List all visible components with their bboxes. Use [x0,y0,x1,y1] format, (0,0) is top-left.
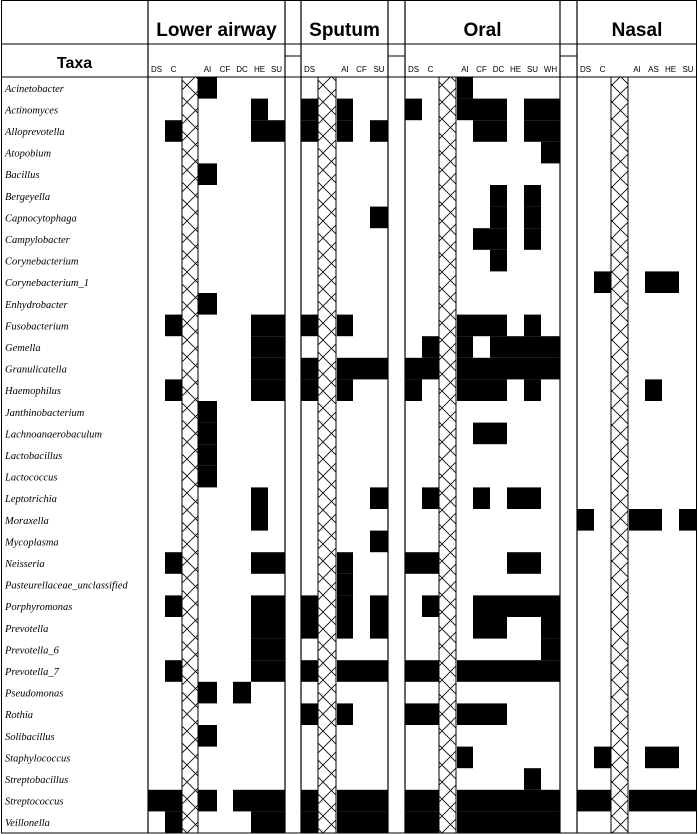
cell-sputum-pasteurellaceae-unclassified-col3 [337,574,353,596]
taxon-label-granulicatella: Granulicatella [5,364,67,376]
cell-lower-airway-streptococcus-col5 [233,790,251,812]
taxon-label-streptobacillus: Streptobacillus [5,775,69,786]
cell-lower-airway-lachnoanaerobaculum-col3 [198,423,217,445]
cell-lower-airway-alloprevotella-col1 [165,120,182,142]
taxon-label-porphyromonas: Porphyromonas [5,602,73,614]
cell-oral-porphyromonas-col6 [490,595,507,617]
cell-lower-airway-veillonella-col1 [165,811,182,833]
taxon-label-gemella: Gemella [5,343,41,354]
cell-sputum-prevotella-7-col4 [353,660,370,682]
cell-lower-airway-neisseria-col6 [251,552,268,574]
cell-oral-granulicatella-col6 [490,358,507,380]
column-label-lower-airway-c: C [170,65,177,74]
column-label-lower-airway-dc: DC [236,65,248,74]
cell-oral-haemophilus-col4 [457,379,473,401]
cell-lower-airway-streptococcus-col7 [268,790,285,812]
cell-oral-alloprevotella-col8 [524,120,541,142]
cell-oral-campylobacter-col8 [524,228,541,250]
cell-oral-bergeyella-col6 [490,185,507,207]
taxon-label-lactobacillus: Lactobacillus [5,451,63,462]
cell-sputum-haemophilus-col0 [301,379,318,401]
cell-sputum-haemophilus-col3 [337,379,353,401]
cell-nasal-staphylococcus-col5 [645,747,662,769]
cell-oral-neisseria-col0 [405,552,422,574]
cell-sputum-porphyromonas-col3 [337,595,353,617]
cell-lower-airway-haemophilus-col1 [165,379,182,401]
taxon-label-lactococcus: Lactococcus [5,472,58,484]
taxon-label-solibacillus: Solibacillus [5,731,55,743]
cell-oral-haemophilus-col8 [524,379,541,401]
cell-oral-alloprevotella-col9 [541,120,560,142]
cell-oral-veillonella-col8 [524,811,541,833]
cell-oral-prevotella-col5 [473,617,490,639]
cell-oral-granulicatella-col5 [473,358,490,380]
taxon-label-pseudomonas: Pseudomonas [5,688,64,700]
cell-sputum-alloprevotella-col5 [370,120,388,142]
cell-oral-granulicatella-col0 [405,358,422,380]
column-label-nasal-he: HE [664,65,677,74]
cell-oral-veillonella-col7 [507,811,524,833]
taxon-label-capnocytophaga: Capnocytophaga [5,213,77,225]
cell-oral-neisseria-col8 [524,552,541,574]
cell-sputum-prevotella-col3 [337,617,353,639]
cell-oral-prevotella-7-col1 [422,660,439,682]
cell-lower-airway-fusobacterium-col7 [268,315,285,337]
column-label-nasal-ds: DS [579,65,592,74]
cell-nasal-moraxella-col0 [577,509,594,531]
cell-oral-actinomyces-col9 [541,99,560,121]
column-label-oral-he: HE [509,65,522,74]
taxon-label-corynebacterium: Corynebacterium [5,256,79,268]
cell-oral-campylobacter-col6 [490,228,507,250]
taxon-label-staphylococcus: Staphylococcus [5,753,71,765]
cell-oral-rothia-col4 [457,703,473,725]
cell-lower-airway-porphyromonas-col1 [165,595,182,617]
column-label-nasal-su: SU [682,65,694,74]
cell-oral-granulicatella-col8 [524,358,541,380]
cell-oral-streptococcus-col8 [524,790,541,812]
cell-nasal-moraxella-col4 [629,509,645,531]
taxon-label-acinetobacter: Acinetobacter [5,83,64,95]
taxon-label-pasteurellaceae-unclassified: Pasteurellaceae_unclassified [5,580,128,592]
cell-sputum-rothia-col0 [301,703,318,725]
cell-oral-fusobacterium-col5 [473,315,490,337]
group-title-nasal: Nasal [611,20,663,41]
column-label-nasal-as: AS [648,65,659,74]
cell-lower-airway-janthinobacterium-col3 [198,401,217,423]
cell-oral-prevotella-col9 [541,617,560,639]
cell-lower-airway-streptococcus-col3 [198,790,217,812]
cell-oral-actinomyces-col6 [490,99,507,121]
cell-oral-leptotrichia-col5 [473,487,490,509]
taxon-label-prevotella: Prevotella [5,623,49,635]
cell-lower-airway-alloprevotella-col7 [268,120,285,142]
column-label-sputum-su: SU [373,65,385,74]
cell-oral-veillonella-col6 [490,811,507,833]
group-title-sputum: Sputum [309,20,380,41]
cell-oral-capnocytophaga-col8 [524,207,541,229]
taxon-label-streptococcus: Streptococcus [5,796,64,808]
cell-oral-staphylococcus-col4 [457,747,473,769]
taxon-label-bacillus: Bacillus [5,170,40,182]
cell-oral-prevotella-7-col7 [507,660,524,682]
cell-lower-airway-gemella-col7 [268,336,285,358]
cell-oral-veillonella-col5 [473,811,490,833]
cell-oral-corynebacterium-col6 [490,250,507,272]
cell-nasal-corynebacterium-1-col1 [594,271,611,293]
cell-oral-alloprevotella-col5 [473,120,490,142]
cell-lower-airway-haemophilus-col6 [251,379,268,401]
cell-sputum-capnocytophaga-col5 [370,207,388,229]
cell-oral-campylobacter-col5 [473,228,490,250]
cell-sputum-prevotella-col5 [370,617,388,639]
cell-nasal-streptococcus-col5 [645,790,662,812]
cell-nasal-staphylococcus-col1 [594,747,611,769]
cell-lower-airway-streptococcus-col1 [165,790,182,812]
cell-sputum-porphyromonas-col5 [370,595,388,617]
cell-lower-airway-streptococcus-col6 [251,790,268,812]
cell-sputum-veillonella-col4 [353,811,370,833]
cell-sputum-veillonella-col0 [301,811,318,833]
taxon-label-neisseria: Neisseria [5,559,45,570]
cell-oral-gemella-col8 [524,336,541,358]
cell-oral-prevotella-col6 [490,617,507,639]
cell-lower-airway-lactobacillus-col3 [198,444,217,466]
cell-oral-prevotella-7-col0 [405,660,422,682]
cell-nasal-streptococcus-col0 [577,790,594,812]
cell-oral-veillonella-col1 [422,811,439,833]
cell-sputum-alloprevotella-col0 [301,120,318,142]
column-label-oral-dc: DC [492,65,505,74]
cell-lower-airway-leptotrichia-col6 [251,487,268,509]
column-label-oral-ai: AI [461,65,469,74]
cell-oral-leptotrichia-col1 [422,487,439,509]
cell-oral-lachnoanaerobaculum-col5 [473,423,490,445]
column-label-sputum-ai: AI [341,65,349,74]
cell-oral-capnocytophaga-col6 [490,207,507,229]
cell-nasal-moraxella-col7 [679,509,697,531]
cell-lower-airway-actinomyces-col6 [251,99,268,121]
cell-lower-airway-haemophilus-col7 [268,379,285,401]
cell-oral-streptococcus-col1 [422,790,439,812]
cell-lower-airway-alloprevotella-col6 [251,120,268,142]
cell-oral-granulicatella-col1 [422,358,439,380]
cell-oral-granulicatella-col7 [507,358,524,380]
cell-oral-fusobacterium-col4 [457,315,473,337]
cell-oral-lachnoanaerobaculum-col6 [490,423,507,445]
cell-sputum-granulicatella-col4 [353,358,370,380]
cell-oral-neisseria-col1 [422,552,439,574]
cell-lower-airway-prevotella-6-col7 [268,639,285,661]
cell-oral-neisseria-col7 [507,552,524,574]
group-title-lower-airway: Lower airway [156,20,277,41]
cell-lower-airway-pseudomonas-col3 [198,682,217,704]
taxon-label-moraxella: Moraxella [5,515,49,527]
cell-oral-streptococcus-col7 [507,790,524,812]
cell-oral-alloprevotella-col6 [490,120,507,142]
cell-lower-airway-bacillus-col3 [198,163,217,185]
taxon-label-actinomyces: Actinomyces [5,105,59,117]
taxon-label-prevotella-7: Prevotella_7 [5,667,59,678]
cell-nasal-streptococcus-col6 [662,790,679,812]
taxon-label-mycoplasma: Mycoplasma [5,537,59,549]
hatched-column-sputum [318,77,336,833]
column-label-nasal-ai: AI [633,65,641,74]
cell-oral-acinetobacter-col4 [457,77,473,99]
taxa-header: Taxa [56,55,93,72]
column-label-lower-airway-cf: CF [219,65,231,74]
cell-oral-porphyromonas-col5 [473,595,490,617]
cell-sputum-veillonella-col5 [370,811,388,833]
cell-oral-prevotella-7-col5 [473,660,490,682]
cell-sputum-granulicatella-col0 [301,358,318,380]
cell-oral-prevotella-7-col6 [490,660,507,682]
cell-oral-gemella-col7 [507,336,524,358]
cell-sputum-fusobacterium-col0 [301,315,318,337]
cell-nasal-streptococcus-col4 [629,790,645,812]
cell-oral-bergeyella-col8 [524,185,541,207]
cell-lower-airway-acinetobacter-col3 [198,77,217,99]
cell-sputum-prevotella-7-col5 [370,660,388,682]
cell-lower-airway-veillonella-col6 [251,811,268,833]
taxon-label-janthinobacterium: Janthinobacterium [5,407,85,419]
cell-oral-fusobacterium-col8 [524,315,541,337]
taxon-label-rothia: Rothia [5,710,33,722]
cell-lower-airway-prevotella-col7 [268,617,285,639]
cell-oral-actinomyces-col0 [405,99,422,121]
cell-lower-airway-pseudomonas-col5 [233,682,251,704]
column-label-oral-wh: WH [543,65,558,74]
cell-sputum-streptococcus-col3 [337,790,353,812]
column-label-oral-cf: CF [476,65,487,74]
cell-sputum-rothia-col3 [337,703,353,725]
cell-nasal-corynebacterium-1-col5 [645,271,662,293]
cell-oral-gemella-col6 [490,336,507,358]
cell-oral-rothia-col0 [405,703,422,725]
cell-lower-airway-fusobacterium-col6 [251,315,268,337]
cell-lower-airway-gemella-col6 [251,336,268,358]
cell-nasal-haemophilus-col5 [645,379,662,401]
cell-oral-porphyromonas-col8 [524,595,541,617]
cell-lower-airway-granulicatella-col7 [268,358,285,380]
cell-oral-porphyromonas-col1 [422,595,439,617]
cell-sputum-prevotella-7-col0 [301,660,318,682]
cell-sputum-fusobacterium-col3 [337,315,353,337]
cell-oral-streptococcus-col0 [405,790,422,812]
taxon-label-haemophilus: Haemophilus [5,386,61,398]
cell-sputum-granulicatella-col3 [337,358,353,380]
cell-lower-airway-prevotella-7-col1 [165,660,182,682]
column-label-nasal-c: C [599,65,606,74]
column-label-oral-ds: DS [407,65,420,74]
hatched-column-nasal [611,77,628,833]
cell-sputum-actinomyces-col0 [301,99,318,121]
cell-oral-rothia-col1 [422,703,439,725]
cell-nasal-staphylococcus-col6 [662,747,679,769]
cell-lower-airway-veillonella-col7 [268,811,285,833]
cell-sputum-porphyromonas-col0 [301,595,318,617]
cell-lower-airway-streptococcus-col0 [148,790,165,812]
cell-sputum-actinomyces-col3 [337,99,353,121]
cell-sputum-streptococcus-col5 [370,790,388,812]
taxon-label-prevotella-6: Prevotella_6 [5,645,59,657]
cell-lower-airway-neisseria-col1 [165,552,182,574]
column-label-lower-airway-su: SU [270,65,283,74]
cell-lower-airway-lactococcus-col3 [198,466,217,488]
cell-lower-airway-moraxella-col6 [251,509,268,531]
taxon-label-lachnoanaerobaculum: Lachnoanaerobaculum [5,429,103,441]
taxon-label-bergeyella: Bergeyella [5,191,51,203]
cell-lower-airway-solibacillus-col3 [198,725,217,747]
cell-oral-streptococcus-col5 [473,790,490,812]
cell-oral-actinomyces-col5 [473,99,490,121]
cell-sputum-mycoplasma-col5 [370,531,388,553]
cell-oral-prevotella-7-col8 [524,660,541,682]
cell-oral-streptococcus-col4 [457,790,473,812]
cell-oral-granulicatella-col9 [541,358,560,380]
cell-oral-fusobacterium-col6 [490,315,507,337]
column-label-lower-airway-he: HE [253,65,266,74]
hatched-column-lower-airway [182,77,198,833]
cell-oral-gemella-col1 [422,336,439,358]
cell-lower-airway-porphyromonas-col7 [268,595,285,617]
cell-sputum-prevotella-7-col3 [337,660,353,682]
cell-oral-porphyromonas-col9 [541,595,560,617]
cell-oral-veillonella-col4 [457,811,473,833]
cell-sputum-veillonella-col3 [337,811,353,833]
cell-oral-prevotella-6-col9 [541,639,560,661]
cell-oral-streptococcus-col9 [541,790,560,812]
cell-oral-streptococcus-col6 [490,790,507,812]
cell-oral-actinomyces-col8 [524,99,541,121]
cell-oral-gemella-col4 [457,336,473,358]
cell-sputum-alloprevotella-col3 [337,120,353,142]
cell-nasal-corynebacterium-1-col6 [662,271,679,293]
cell-lower-airway-granulicatella-col6 [251,358,268,380]
cell-oral-veillonella-col0 [405,811,422,833]
cell-lower-airway-prevotella-col6 [251,617,268,639]
cell-sputum-neisseria-col3 [337,552,353,574]
column-label-sputum-ds: DS [303,65,316,74]
cell-sputum-streptococcus-col4 [353,790,370,812]
cell-oral-atopobium-col9 [541,142,560,164]
cell-oral-prevotella-7-col4 [457,660,473,682]
cell-oral-porphyromonas-col7 [507,595,524,617]
cell-oral-leptotrichia-col8 [524,487,541,509]
column-label-oral-su: SU [526,65,539,74]
column-label-lower-airway-ds: DS [150,65,163,74]
cell-oral-actinomyces-col4 [457,99,473,121]
taxon-label-atopobium: Atopobium [5,148,52,160]
cell-oral-leptotrichia-col7 [507,487,524,509]
cell-nasal-streptococcus-col7 [679,790,697,812]
cell-sputum-granulicatella-col5 [370,358,388,380]
taxon-label-alloprevotella: Alloprevotella [5,127,65,138]
cell-lower-airway-porphyromonas-col6 [251,595,268,617]
column-label-lower-airway-ai: AI [203,65,212,74]
taxon-label-leptotrichia: Leptotrichia [5,494,57,506]
taxon-label-enhydrobacter: Enhydrobacter [5,299,68,311]
cell-oral-haemophilus-col0 [405,379,422,401]
cell-oral-veillonella-col9 [541,811,560,833]
cell-nasal-streptococcus-col1 [594,790,611,812]
cell-oral-haemophilus-col5 [473,379,490,401]
taxon-label-veillonella: Veillonella [5,818,50,830]
taxon-label-corynebacterium-1: Corynebacterium_1 [5,278,89,290]
cell-sputum-streptococcus-col0 [301,790,318,812]
cell-lower-airway-neisseria-col7 [268,552,285,574]
cell-sputum-prevotella-col0 [301,617,318,639]
taxon-label-fusobacterium: Fusobacterium [5,321,69,333]
cell-oral-haemophilus-col6 [490,379,507,401]
cell-oral-granulicatella-col4 [457,358,473,380]
hatched-column-oral [439,77,456,833]
cell-lower-airway-enhydrobacter-col3 [198,293,217,315]
group-title-oral: Oral [463,20,502,41]
cell-nasal-moraxella-col5 [645,509,662,531]
taxon-label-campylobacter: Campylobacter [5,235,70,246]
column-label-oral-c: C [427,65,434,74]
cell-oral-streptobacillus-col8 [524,768,541,790]
column-label-sputum-cf: CF [356,65,367,74]
cell-lower-airway-prevotella-7-col7 [268,660,285,682]
cell-lower-airway-prevotella-6-col6 [251,639,268,661]
cell-oral-gemella-col9 [541,336,560,358]
cell-oral-rothia-col6 [490,703,507,725]
cell-lower-airway-prevotella-7-col6 [251,660,268,682]
cell-sputum-leptotrichia-col5 [370,487,388,509]
cell-lower-airway-fusobacterium-col1 [165,315,182,337]
cell-oral-prevotella-7-col9 [541,660,560,682]
cell-oral-rothia-col5 [473,703,490,725]
